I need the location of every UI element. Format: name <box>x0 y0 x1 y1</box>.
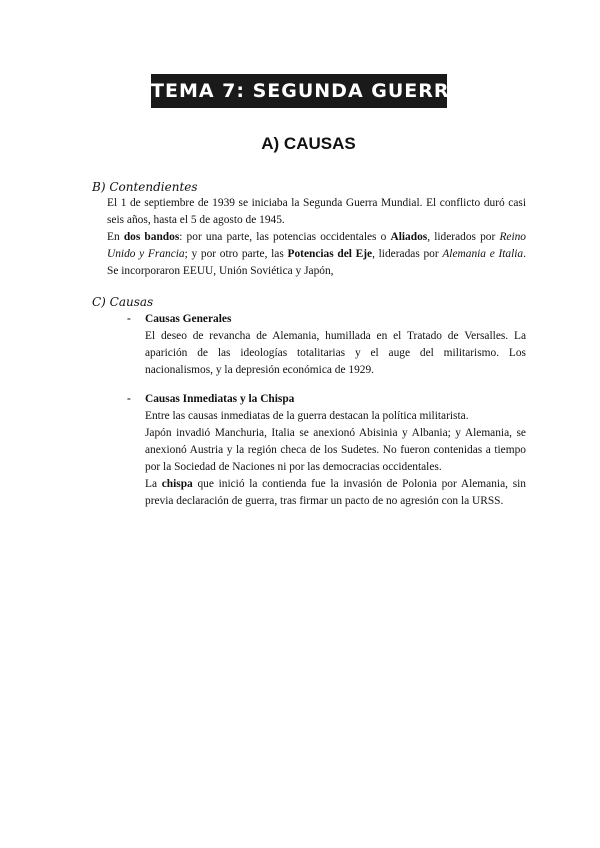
bold-potencias-del-eje: Potencias del Eje <box>287 248 373 260</box>
contendientes-paragraph-1: El 1 de septiembre de 1939 se iniciaba la Segunda Guerra Mundial. El conflicto duró casi seis años, hasta el 5 de agosto de 1945. <box>107 197 526 226</box>
causas-inmediatas-title: Causas Inmediatas y la Chispa <box>145 393 295 405</box>
italic-alemania-italia: Alemania e Italia <box>442 248 524 260</box>
bold-aliados: Aliados <box>390 231 428 243</box>
causas-inmediatas-line-1: Entre las causas inmediatas de la guerra destacan la política militarista. <box>145 410 469 422</box>
text-run: , lideradas por <box>372 248 443 260</box>
causas-inmediatas-body <box>145 408 526 510</box>
bullet-marker: - <box>127 393 131 405</box>
contendientes-paragraph-2 <box>107 229 526 280</box>
italic-reino-unido-francia: Reino Unido y Francia <box>107 231 527 260</box>
section-heading: A) CAUSAS <box>261 134 356 153</box>
causas-generales-title: Causas Generales <box>145 313 232 325</box>
causas-inmediatas-line-2: Japón invadió Manchuria, Italia se anexionó Abisinia y Albania; y Alemania, se anexionó Austria y la región checa de los Sudetes. No fueron contenidas a tiempo por la Sociedad de Naciones ni por las democracias occidentales. <box>145 427 526 473</box>
contendientes-heading: B) Contendientes <box>92 180 198 194</box>
text-run: La <box>145 478 162 490</box>
bullet-marker: - <box>127 313 131 325</box>
causas-inmediatas-line-3 <box>145 476 526 510</box>
text-run: , liderados por <box>427 231 500 243</box>
bold-dos-bandos: dos bandos <box>123 231 180 243</box>
text-run: que inició la contienda fue la invasión de Polonia por Alemania, sin previa declaración de guerra, tras firmar un pacto de no agresión con la URSS. <box>145 478 526 507</box>
text-run: ; y por otro parte, las <box>184 248 288 260</box>
causas-heading: C) Causas <box>92 295 154 309</box>
causas-generales-body: El deseo de revancha de Alemania, humillada en el Tratado de Versalles. La aparición de las ideologías totalitarias y el auge del militarismo. Los nacionalismos, y la depresión económica de 1929. <box>145 330 526 376</box>
text-run: En <box>107 231 124 243</box>
page-title: TEMA 7: SEGUNDA GUERRA MUNDIAL <box>151 74 447 108</box>
bold-chispa: chispa <box>161 478 193 490</box>
text-run: . Se incorporaron EEUU, Unión Soviética y Japón, <box>107 248 526 277</box>
text-run: : por una parte, las potencias occidentales o <box>179 231 391 243</box>
